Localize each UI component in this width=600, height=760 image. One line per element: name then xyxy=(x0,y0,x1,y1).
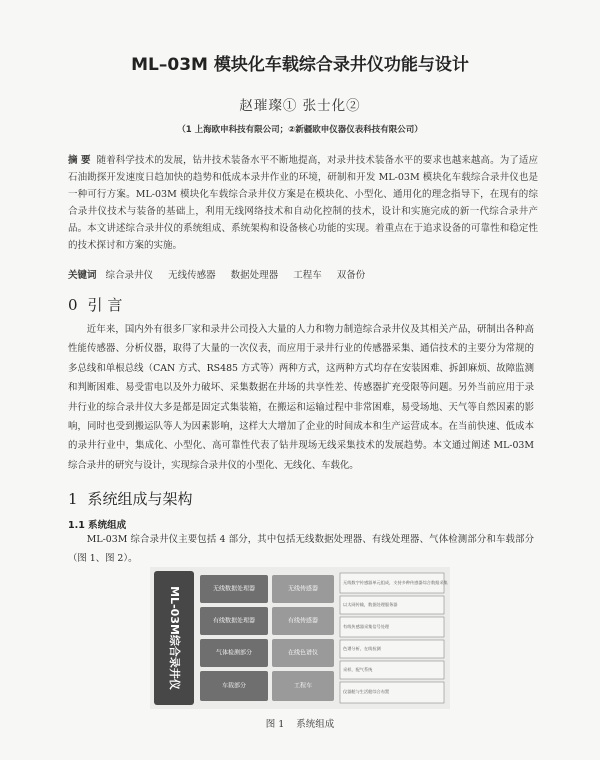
note-text: 色谱分析，在线检测 xyxy=(343,646,381,651)
subsection-title: 系统组成 xyxy=(88,520,127,531)
keyword: 数据处理器 xyxy=(230,270,279,281)
box-label: 无线数据处理器 xyxy=(212,585,256,593)
box-label: 在线色谱仪 xyxy=(287,649,319,657)
paper-title: ML–03M 模块化车载综合录井仪功能与设计 xyxy=(131,55,469,75)
box-label: 有线数据处理器 xyxy=(212,617,256,625)
abstract-label: 摘 要 xyxy=(68,155,91,166)
note-text: 采样，配气系统 xyxy=(343,667,373,672)
box-label: 有线传感器 xyxy=(287,617,319,625)
note-text: 无线数字传感器单元组成，支持多种传感器综合数据采集 xyxy=(343,580,448,585)
note-text: 有线传感器采集信号处理 xyxy=(343,624,390,629)
section-heading-intro xyxy=(68,294,122,315)
diagram-vertical-title: ML-03M综合录井仪 xyxy=(168,586,181,690)
keyword: 综合录井仪 xyxy=(105,270,154,281)
keywords xyxy=(68,267,548,281)
note-text: 仪器舱与生活舱综合布置 xyxy=(343,689,390,694)
keyword: 双备份 xyxy=(336,270,366,281)
subsection-heading xyxy=(68,517,126,531)
section-number: 1 xyxy=(68,490,78,508)
keywords-label: 关键词 xyxy=(68,270,97,281)
section-heading-system xyxy=(68,488,193,509)
section-title: 引 言 xyxy=(87,296,123,314)
intro-paragraph: 近年来，国内外有很多厂家和录井公司投入大量的人力和物力制造综合录井仪及其相关产品，研制出各种高性能传感器、分析仪器，取得了大量的一次仪表，而应用于录井行业的传感器采集、通信技术的主要分为常规的多总线和单根总线（CAN 方式、RS485 方式等）两种方式，这两种方式均存在安装困难、拆卸麻烦、故障监测和判断困难、易受雷电以及外力破坏、采集数据在井场的共享性差、传感器扩充受限等问题。另外当前应用于录井行业的综合录井仪大多是都是固定式集装箱，在搬运和运输过程中非常困难，易受场地、天气等自然因素的影响，同时也受到搬运队等人为因素影响，这样大大增加了企业的时间成本和生产运营成本。在当前快速、低成本的录井行业中，集成化、小型化、高可靠性代表了钻井现场无线采集技术的发展趋势。本文通过阐述 ML-03M 综合录井的研究与设计，实现综合录井仪的小型化、无线化、车载化。 xyxy=(68,324,534,471)
subsection-paragraph: ML-03M 综合录井仪主要包括 4 部分，其中包括无线数据处理器、有线处理器、气体检测部分和车载部分（图 1、图 2）。 xyxy=(68,534,534,565)
note-text: 以太网传输，数据处理服务器 xyxy=(343,602,398,607)
box-label: 工程车 xyxy=(293,682,313,690)
section-number: 0 xyxy=(68,296,78,314)
box-label: 无线传感器 xyxy=(287,585,319,593)
paper-authors: 赵璀璨① 张士化② xyxy=(239,98,361,114)
keyword: 工程车 xyxy=(293,270,322,281)
subsection-number: 1.1 xyxy=(68,520,85,531)
section-title: 系统组成与架构 xyxy=(87,490,193,508)
box-label: 车载部分 xyxy=(221,682,247,690)
abstract xyxy=(68,152,538,254)
abstract-text: 随着科学技术的发展，钻井技术装备水平不断地提高，对录井技术装备水平的要求也越来越高。为了适应石油勘探开发速度日趋加快的趋势和低成本录井作业的环境，研制和开发 ML-03M 模块化车载综合录井仪也是一种可行方案。ML-03M 模块化车载综合录井仪方案是在模块化、小型化、通用化的理念指导下，在现有的综合录井仪技术与装备的基础上，利用无线网络技术和自动化控制的技术，设计和实施完成的新一代综合录井产品。本文讲述综合录井仪的系统组成、系统架构和设备核心功能的实现。着重点在于追求设备的可靠性和稳定性的技术探讨和方案的实施。 xyxy=(68,155,538,251)
figure-caption-text: 系统组成 xyxy=(296,719,335,730)
figure-number: 图 1 xyxy=(265,719,285,730)
paper-affiliation: （1 上海欧申科技有限公司；②新疆欧申仪器仪表科技有限公司） xyxy=(177,125,423,135)
box-label: 气体检测部分 xyxy=(215,649,253,657)
system-diagram xyxy=(150,567,450,709)
figure-caption xyxy=(0,716,600,730)
keyword: 无线传感器 xyxy=(168,270,216,281)
